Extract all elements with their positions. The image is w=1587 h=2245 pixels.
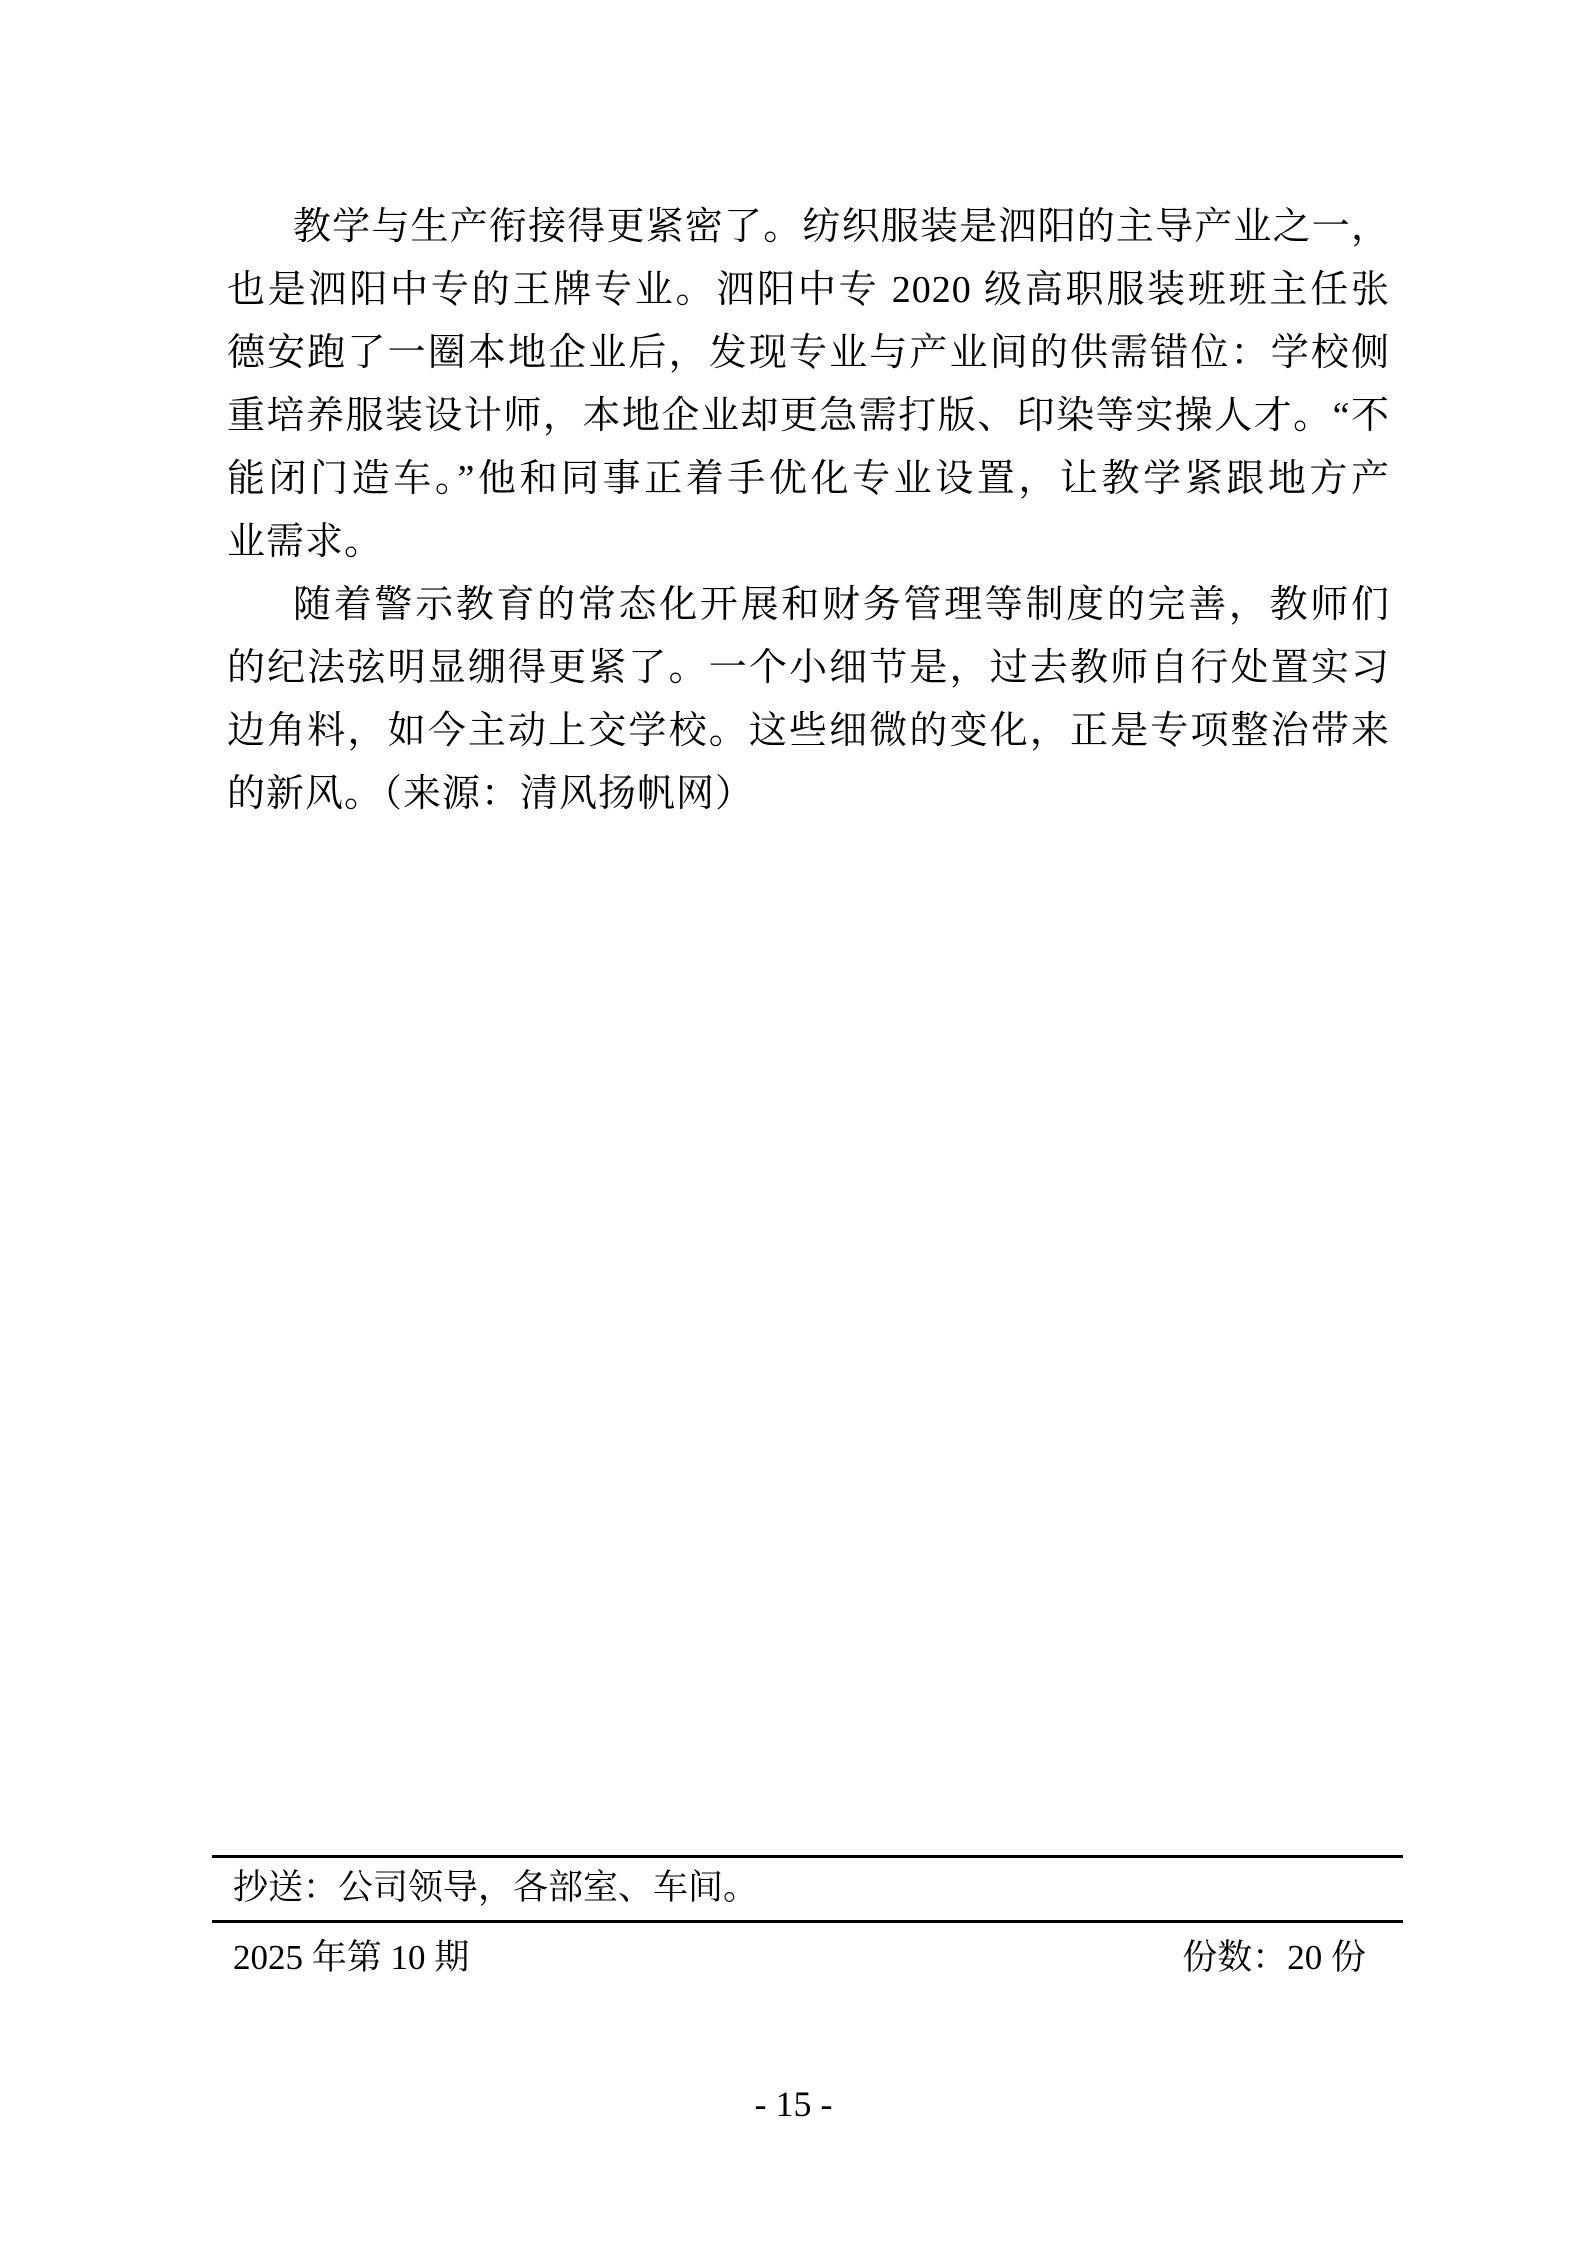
paragraph	[227, 196, 1390, 574]
paragraph-line: 的新风。（来源：清风扬帆网）	[227, 773, 755, 815]
issue-row	[233, 1932, 1366, 1984]
paragraph-line: 的纪法弦明显绷得更紧了。一个小细节是，过去教师自行处置实习	[227, 647, 1390, 689]
paragraph-line: 能闭门造车。”他和同事正着手优化专业设置，让教学紧跟地方产	[227, 458, 1390, 500]
paragraph-line: 随着警示教育的常态化开展和财务管理等制度的完善，教师们	[293, 584, 1390, 626]
copy-to-line: 抄送：公司领导，各部室、车间。	[233, 1868, 759, 1907]
paragraph-line: 重培养服装设计师，本地企业却更急需打版、印染等实操人才。“不	[227, 395, 1390, 437]
paragraph	[227, 574, 1390, 826]
paragraph-line: 德安跑了一圈本地企业后，发现专业与产业间的供需错位：学校侧	[227, 332, 1390, 374]
paragraph-line: 边角料，如今主动上交学校。这些细微的变化，正是专项整治带来	[227, 710, 1390, 752]
paragraph-line: 也是泗阳中专的王牌专业。泗阳中专 2020 级高职服装班班主任张	[227, 269, 1390, 311]
footer-separator-line-top	[212, 1855, 1403, 1858]
paragraph-line: 教学与生产衔接得更紧密了。纺织服装是泗阳的主导产业之一，	[293, 206, 1390, 248]
body-text	[227, 196, 1390, 826]
footer-separator-line-bottom	[212, 1920, 1403, 1923]
issue-number: 2025 年第 10 期	[233, 1938, 470, 1977]
page-number: - 15 -	[754, 2084, 833, 2124]
paragraph-line: 业需求。	[227, 521, 384, 563]
copies-count: 份数：20 份	[1182, 1938, 1366, 1977]
